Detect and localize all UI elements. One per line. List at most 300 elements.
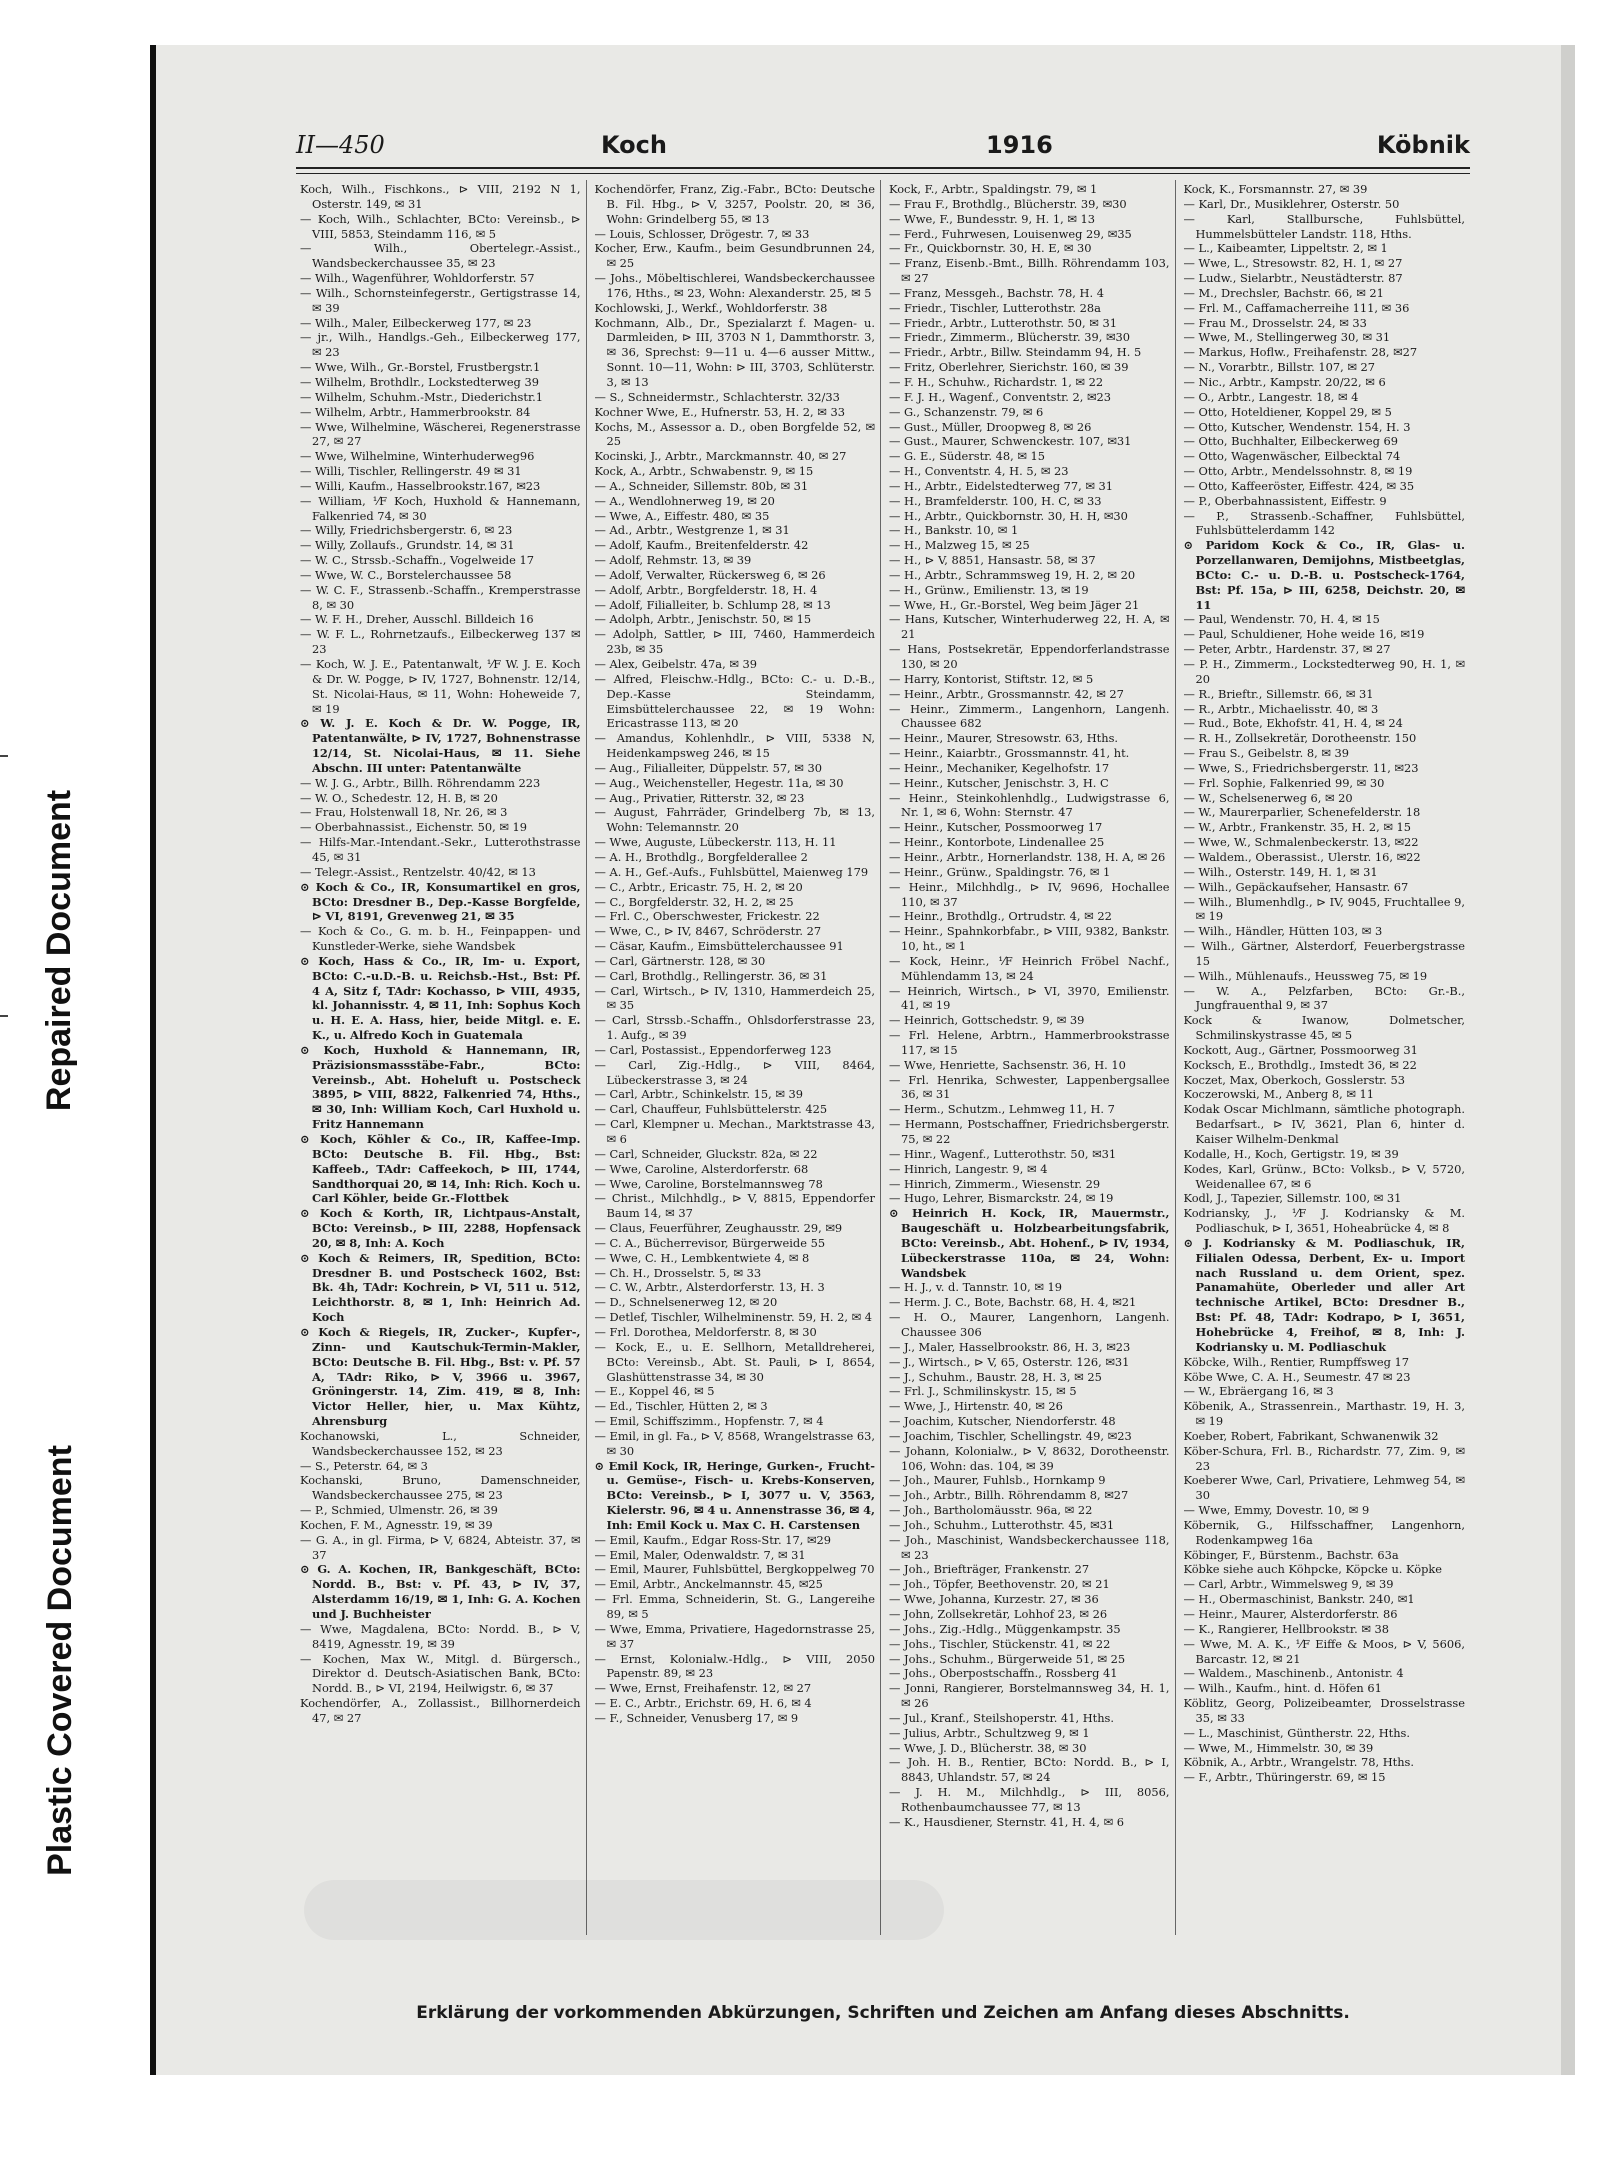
directory-entry: — Kock, E., u. E. Sellhorn, Metalldreherei, BCto: Vereinsb., Abt. St. Pauli, ⊳ I, 8654, Glashüttenstrasse 34, ✉ 30 xyxy=(594,1339,875,1384)
directory-entry: — Frau, Holstenwall 18, Nr. 26, ✉ 3 xyxy=(300,805,508,820)
directory-entry: — Waldem., Oberassist., Ulerstr. 16, ✉22 xyxy=(1183,849,1421,864)
directory-entry: — Frl. Dorothea, Meldorferstr. 8, ✉ 30 xyxy=(594,1324,817,1339)
directory-entry: — Joh., Arbtr., Billh. Röhrendamm 8, ✉27 xyxy=(889,1488,1129,1503)
directory-entry: — Frl. C., Oberschwester, Frickestr. 22 xyxy=(594,909,820,924)
directory-entry: Kock, F., Arbtr., Spaldingstr. 79, ✉ 1 xyxy=(889,182,1098,196)
directory-entry: — Johs., Möbeltischlerei, Wandsbeckerchaussee 176, Hths., ✉ 23, Wohn: Alexanderstr. 25, ✉ 5 xyxy=(594,271,875,300)
directory-entry: Kock & Iwanow, Dolmetscher, Schmilinskystrasse 45, ✉ 5 xyxy=(1183,1013,1465,1043)
directory-entry: — E. C., Arbtr., Erichstr. 69, H. 6, ✉ 4 xyxy=(594,1696,812,1711)
directory-entry: Köbnik, A., Arbtr., Wrangelstr. 78, Hths. xyxy=(1183,1755,1415,1770)
directory-entry: — Joachim, Kutscher, Niendorferstr. 48 xyxy=(889,1414,1116,1429)
directory-entry: — R. H., Zollsekretär, Dorotheenstr. 150 xyxy=(1183,731,1417,746)
directory-entry: — Carl, Arbtr., Wimmelsweg 9, ✉ 39 xyxy=(1183,1577,1394,1592)
directory-entry: — Carl, Strssb.-Schaffn., Ohlsdorferstrasse 23, 1. Aufg., ✉ 39 xyxy=(594,1013,875,1043)
directory-entry: Kodak Oscar Michlmann, sämtliche photograph. Bedarfsart., ⊳ IV, 3621, Plan 6, hinter d. Kaiser Wilhelm-Denkmal xyxy=(1183,1102,1465,1146)
directory-entry: Koczet, Max, Oberkoch, Gosslerstr. 53 xyxy=(1183,1072,1405,1087)
directory-entry: — Carl, Zig.-Hdlg., ⊳ VIII, 8464, Lübeckerstrasse 3, ✉ 24 xyxy=(594,1057,875,1087)
directory-entry: — Carl, Gärtnerstr. 128, ✉ 30 xyxy=(594,953,766,968)
directory-entry: — Wwe, Wilhelmine, Winterhuderweg96 xyxy=(300,449,535,464)
directory-entry: — Wwe, F., Bundesstr. 9, H. 1, ✉ 13 xyxy=(889,211,1096,226)
directory-entry: — G. A., in gl. Firma, ⊳ V, 6824, Abteistr. 37, ✉ 37 xyxy=(300,1532,581,1562)
directory-entry: — Wilh., Gepäckaufseher, Hansastr. 67 xyxy=(1183,879,1409,894)
directory-entry: — Johs., Tischler, Stückenstr. 41, ✉ 22 xyxy=(889,1636,1111,1651)
directory-entry: Kochendörfer, Franz, Zig.-Fabr., BCto: Deutsche B. Fil. Hbg., ⊳ V, 3257, Poolstr. 20, ✉ 36, Wohn: Grindelberg 55, ✉ 13 xyxy=(594,182,875,226)
directory-entry: — Wilh., Maler, Eilbeckerweg 177, ✉ 23 xyxy=(300,315,532,330)
directory-entry: — Wilh., Schornsteinfegerstr., Gertigstrasse 14, ✉ 39 xyxy=(300,285,581,315)
directory-entry: — Heinr., Maurer, Alsterdorferstr. 86 xyxy=(1183,1607,1398,1621)
directory-entry: Kochendörfer, A., Zollassist., Billhornerdeich 47, ✉ 27 xyxy=(300,1696,581,1725)
page-header xyxy=(296,131,1470,165)
directory-entry: — Heinr., Kontorbote, Lindenallee 25 xyxy=(889,835,1105,850)
directory-entry: — H., ⊳ V, 8851, Hansastr. 58, ✉ 37 xyxy=(889,553,1096,568)
directory-entry: — A. H., Gef.-Aufs., Fuhlsbüttel, Maienweg 179 xyxy=(594,864,869,879)
directory-entry: — Paul, Schuldiener, Hohe weide 16, ✉19 xyxy=(1183,627,1425,642)
directory-entry: Kochanski, Bruno, Damenschneider, Wandsbeckerchaussee 275, ✉ 23 xyxy=(300,1473,581,1503)
directory-entry: — Wilh., Osterstr. 149, H. 1, ✉ 31 xyxy=(1183,864,1378,879)
directory-entry: — Otto, Hoteldiener, Koppel 29, ✉ 5 xyxy=(1183,404,1392,419)
column-1 xyxy=(296,180,587,1935)
directory-entry: — Alex, Geibelstr. 47a, ✉ 39 xyxy=(594,657,757,671)
directory-entry: — Wwe, Wilhelmine, Wäscherei, Regenerstrasse 27, ✉ 27 xyxy=(300,419,581,449)
directory-entry: — W., Arbtr., Frankenstr. 35, H. 2, ✉ 15 xyxy=(1183,820,1412,835)
directory-entry: — Wwe, Johanna, Kurzestr. 27, ✉ 36 xyxy=(889,1592,1099,1607)
directory-entry: — Johs., Zig.-Hdlg., Müggenkampstr. 35 xyxy=(889,1621,1121,1636)
directory-entry: — Koch, W. J. E., Patentanwalt, ⅟F W. J. E. Koch & Dr. W. Pogge, ⊳ IV, 1727, Bohnenstr. 12/14, St. Nicolai-Haus, ✉ 11, Wohn: Hoheweide 7, ✉ 19 xyxy=(300,657,581,716)
directory-entry: — J. H. M., Milchhdlg., ⊳ III, 8056, Rothenbaumchaussee 77, ✉ 13 xyxy=(889,1785,1170,1814)
directory-entry: — S., Peterstr. 64, ✉ 3 xyxy=(300,1458,428,1473)
directory-entry: ⊙ Emil Kock, IR, Heringe, Gurken-, Frucht- u. Gemüse-, Fisch- u. Krebs-Konserven, BCto: Vereinsb., ⊳ I, 3077 u. V, 3563, Kielerstr. 96, ✉ 4 u. Annenstrasse 36, ✉ 4, Inh: Emil Kock u. Max C. H. Carstensen xyxy=(594,1458,875,1532)
directory-entry: — Willy, Friedrichsbergerstr. 6, ✉ 23 xyxy=(300,523,513,538)
directory-entry: Kodriansky, J., ⅟F J. Kodriansky & M. Podliaschuk, ⊳ I, 3651, Hoheabrücke 4, ✉ 8 xyxy=(1183,1206,1465,1236)
directory-entry: — Heinrich, Gottschedstr. 9, ✉ 39 xyxy=(889,1013,1085,1028)
directory-entry: — Heinr., Kutscher, Possmoorweg 17 xyxy=(889,820,1103,835)
directory-entry: — John, Zollsekretär, Lohhof 23, ✉ 26 xyxy=(889,1607,1108,1621)
directory-entry: Köbenik, A., Strassenrein., Marthastr. 19, H. 3, ✉ 19 xyxy=(1183,1399,1465,1429)
directory-entry: — Otto, Wagenwäscher, Eilbecktal 74 xyxy=(1183,449,1401,464)
directory-entry: — Wwe, Wilh., Gr.-Borstel, Frustbergstr.1 xyxy=(300,360,541,375)
directory-entry: ⊙ Koch & Riegels, IR, Zucker-, Kupfer-, Zinn- und Kautschuk-Termin-Makler, BCto: Deutsche B. Fil. Hbg., Bst: v. Pf. 57 A, TAdr: Riko, ⊳ V, 3966 u. 3967, Gröningerstr. 14, Zim. 419, ✉ 8, Inh: Victor Heller, hier, u. Max Kühtz, Ahrensburg xyxy=(300,1324,581,1429)
directory-entry: — Hinr., Wagenf., Lutterothstr. 50, ✉31 xyxy=(889,1146,1117,1161)
directory-entry: — Friedr., Arbtr., Billw. Steindamm 94, H. 5 xyxy=(889,345,1142,360)
directory-entry: — Wwe, J. D., Blücherstr. 38, ✉ 30 xyxy=(889,1740,1087,1755)
directory-entry: — H., Obermaschinist, Bankstr. 240, ✉1 xyxy=(1183,1592,1415,1607)
directory-entry: Köbernik, G., Hilfsschaffner, Langenhorn, Rodenkampweg 16a xyxy=(1183,1517,1465,1547)
directory-entry: — Frl. Emma, Schneiderin, St. G., Langereihe 89, ✉ 5 xyxy=(594,1592,875,1621)
directory-entry: — Heinr., Grünw., Spaldingstr. 76, ✉ 1 xyxy=(889,864,1111,879)
directory-entry: — H., Grünw., Emilienstr. 13, ✉ 19 xyxy=(889,582,1089,597)
directory-entry: — Wilh., Obertelegr.-Assist., Wandsbeckerchaussee 35, ✉ 23 xyxy=(300,241,581,271)
directory-entry: — K., Rangierer, Hellbrookstr. ✉ 38 xyxy=(1183,1621,1389,1636)
directory-entry: Köbinger, F., Bürstenm., Bachstr. 63a xyxy=(1183,1547,1399,1562)
directory-entry: — M., Drechsler, Bachstr. 66, ✉ 21 xyxy=(1183,285,1384,300)
directory-entry: — J., Schuhm., Baustr. 28, H. 3, ✉ 25 xyxy=(889,1369,1102,1384)
directory-entry: — Fr., Quickbornstr. 30, H. E, ✉ 30 xyxy=(889,241,1092,256)
directory-entry: — Christ., Milchhdlg., ⊳ V, 8815, Eppendorfer Baum 14, ✉ 37 xyxy=(594,1191,875,1221)
directory-entry: — P. H., Zimmerm., Lockstedterweg 90, H. 1, ✉ 20 xyxy=(1183,657,1465,686)
directory-entry: — Joh., Schuhm., Lutterothstr. 45, ✉31 xyxy=(889,1517,1115,1532)
directory-entry: Koch, Wilh., Fischkons., ⊳ VIII, 2192 N 1, Osterstr. 149, ✉ 31 xyxy=(300,182,581,211)
directory-entry: — Heinrich, Wirtsch., ⊳ VI, 3970, Emilienstr. 41, ✉ 19 xyxy=(889,983,1170,1013)
directory-entry: — Wilhelm, Brothdlr., Lockstedterweg 39 xyxy=(300,374,539,389)
page-edge xyxy=(1561,45,1575,2075)
directory-entry: Kochner Wwe, E., Hufnerstr. 53, H. 2, ✉ 33 xyxy=(594,404,845,419)
directory-entry: — Wwe, Auguste, Lübeckerstr. 113, H. 11 xyxy=(594,835,837,850)
directory-entry: — Carl, Chauffeur, Fuhlsbüttelerstr. 425 xyxy=(594,1102,828,1117)
directory-entry: — Markus, Hoflw., Freihafenstr. 28, ✉27 xyxy=(1183,345,1418,360)
directory-entry: — H., Bankstr. 10, ✉ 1 xyxy=(889,523,1019,538)
directory-entry: ⊙ Koch, Köhler & Co., IR, Kaffee-Imp. BCto: Deutsche B. Fil. Hbg., Bst: Kaffeeb., TAdr: Caffeekoch, ⊳ III, 1744, Sandthorquai 20, ✉ 14, Inh: Rich. Koch u. Carl Köhler, beide Gr.-Flottbek xyxy=(300,1132,581,1206)
directory-entry: — A., Wendlohnerweg 19, ✉ 20 xyxy=(594,493,775,508)
directory-entry: Köber-Schura, Frl. B., Richardstr. 77, Zim. 9, ✉ 23 xyxy=(1183,1443,1465,1473)
directory-entry: — Ch. H., Drosselstr. 5, ✉ 33 xyxy=(594,1265,762,1280)
directory-entry: ⊙ Koch & Korth, IR, Lichtpaus-Anstalt, BCto: Vereinsb., ⊳ III, 2288, Hopfensack 20, ✉ 8, Inh: A. Koch xyxy=(300,1206,581,1250)
directory-entry: ⊙ W. J. E. Koch & Dr. W. Pogge, IR, Patentanwälte, ⊳ IV, 1727, Bohnenstrasse 12/14, St. Nicolai-Haus, ✉ 11. Siehe Abschn. III unter: Patentanwälte xyxy=(300,716,581,775)
directory-entry: — Heinr., Maurer, Stresowstr. 63, Hths. xyxy=(889,731,1119,746)
directory-entry: — Joh., Briefträger, Frankenstr. 27 xyxy=(889,1562,1090,1577)
directory-entry: — Adolf, Rehmstr. 13, ✉ 39 xyxy=(594,553,752,568)
directory-entry: — Adolf, Arbtr., Borgfelderstr. 18, H. 4 xyxy=(594,582,818,597)
directory-entry: — Amandus, Kohlenhdlr., ⊳ VIII, 5338 N, Heidenkampsweg 246, ✉ 15 xyxy=(594,731,875,761)
directory-entry: — C., Arbtr., Ericastr. 75, H. 2, ✉ 20 xyxy=(594,879,803,894)
directory-entry: Kocinski, J., Arbtr., Marckmannstr. 40, ✉ 27 xyxy=(594,449,847,464)
directory-entry: — H., Arbtr., Quickbornstr. 30, H. H, ✉30 xyxy=(889,508,1128,523)
directory-entry: — Frau M., Drosselstr. 24, ✉ 33 xyxy=(1183,315,1367,330)
plastic-covered-document-label xyxy=(0,1380,120,1940)
directory-entry: — Wwe, M., Stellingerweg 30, ✉ 31 xyxy=(1183,330,1391,345)
directory-entry: Kock, A., Arbtr., Schwabenstr. 9, ✉ 15 xyxy=(594,464,814,479)
paper-stain xyxy=(304,1880,944,1940)
directory-entry: — Hinrich, Zimmerm., Wiesenstr. 29 xyxy=(889,1176,1101,1191)
directory-entry: — Heinr., Steinkohlenhdlg., Ludwigstrasse 6, Nr. 1, ✉ 6, Wohn: Sternstr. 47 xyxy=(889,790,1170,820)
directory-entry: — Wilh., Blumenhdlg., ⊳ IV, 9045, Fruchtallee 9, ✉ 19 xyxy=(1183,894,1465,924)
column-3 xyxy=(885,180,1176,1935)
directory-entry: — W. C., Strssb.-Schaffn., Vogelweide 17 xyxy=(300,553,535,568)
directory-entry: — Nic., Arbtr., Kampstr. 20/22, ✉ 6 xyxy=(1183,374,1386,389)
directory-entry: — Wwe, Caroline, Alsterdorferstr. 68 xyxy=(594,1161,809,1176)
directory-entry: — Friedr., Arbtr., Lutterothstr. 50, ✉ 31 xyxy=(889,315,1117,330)
directory-entry: — Wwe, H., Gr.-Borstel, Weg beim Jäger 21 xyxy=(889,597,1140,612)
directory-entry: — Carl, Arbtr., Schinkelstr. 15, ✉ 39 xyxy=(594,1087,803,1102)
directory-entry: — C., Borgfelderstr. 32, H. 2, ✉ 25 xyxy=(594,894,794,909)
directory-entry: — Franz, Messgeh., Bachstr. 78, H. 4 xyxy=(889,285,1104,300)
directory-entry: — Hans, Postsekretär, Eppendorferlandstrasse 130, ✉ 20 xyxy=(889,642,1170,671)
directory-entry: — L., Kaibeamter, Lippeltstr. 2, ✉ 1 xyxy=(1183,241,1388,256)
directory-entry: — C. A., Bücherrevisor, Bürgerweide 55 xyxy=(594,1235,826,1250)
directory-entry: — Frl. Henrika, Schwester, Lappenbergsallee 36, ✉ 31 xyxy=(889,1072,1170,1102)
directory-entry: — Carl, Wirtsch., ⊳ IV, 1310, Hammerdeich 25, ✉ 35 xyxy=(594,983,875,1013)
directory-entry: — Oberbahnassist., Eichenstr. 50, ✉ 19 xyxy=(300,820,527,835)
directory-entry: — P., Strassenb.-Schaffner, Fuhlsbüttel, Fuhlsbüttelerdamm 142 xyxy=(1183,508,1465,538)
directory-entry: — Wilhelm, Arbtr., Hammerbrookstr. 84 xyxy=(300,404,531,419)
directory-entry: — Gust., Müller, Droopweg 8, ✉ 26 xyxy=(889,419,1092,434)
directory-entry: — Ad., Arbtr., Westgrenze 1, ✉ 31 xyxy=(594,523,790,538)
directory-entry: — Otto, Arbtr., Mendelssohnstr. 8, ✉ 19 xyxy=(1183,464,1413,479)
directory-entry: — Wilh., Händler, Hütten 103, ✉ 3 xyxy=(1183,924,1383,939)
directory-entry: — Joh., Töpfer, Beethovenstr. 20, ✉ 21 xyxy=(889,1577,1110,1592)
directory-entry: — Aug., Privatier, Ritterstr. 32, ✉ 23 xyxy=(594,790,805,805)
directory-entry: — Julius, Arbtr., Schultzweg 9, ✉ 1 xyxy=(889,1725,1090,1740)
directory-entry: — Cäsar, Kaufm., Eimsbüttelerchaussee 91 xyxy=(594,939,844,954)
directory-entry: — R., Arbtr., Michaelisstr. 40, ✉ 3 xyxy=(1183,701,1379,716)
directory-entry: — W. J. G., Arbtr., Billh. Röhrendamm 223 xyxy=(300,775,541,790)
directory-entry: — Adolf, Kaufm., Breitenfelderstr. 42 xyxy=(594,538,809,553)
directory-entry: — Joh., Maschinist, Wandsbeckerchaussee 118, ✉ 23 xyxy=(889,1532,1170,1562)
directory-columns xyxy=(296,180,1470,1935)
directory-entry: — Wwe, Emma, Privatiere, Hagedornstrasse 25, ✉ 37 xyxy=(594,1621,875,1651)
directory-entry: — J., Maler, Hasselbrookstr. 86, H. 3, ✉23 xyxy=(889,1339,1131,1354)
directory-entry: — Jul., Kranf., Steilshoperstr. 41, Hths. xyxy=(889,1710,1115,1725)
directory-entry: — Willy, Zollaufs., Grundstr. 14, ✉ 31 xyxy=(300,538,515,553)
directory-entry: — Ferd., Fuhrwesen, Louisenweg 29, ✉35 xyxy=(889,226,1132,241)
directory-entry: — Claus, Feuerführer, Zeughausstr. 29, ✉9 xyxy=(594,1221,843,1236)
directory-entry: — Wwe, C., ⊳ IV, 8467, Schröderstr. 27 xyxy=(594,924,822,939)
directory-entry: — Otto, Kutscher, Wendenstr. 154, H. 3 xyxy=(1183,419,1411,434)
directory-entry: — Carl, Postassist., Eppendorferweg 123 xyxy=(594,1042,832,1057)
directory-entry: — Heinr., Arbtr., Hornerlandstr. 138, H. A, ✉ 26 xyxy=(889,849,1166,864)
directory-entry: — Otto, Buchhalter, Eilbeckerweg 69 xyxy=(1183,434,1399,449)
directory-entry: — August, Fahrräder, Grindelberg 7b, ✉ 13, Wohn: Telemannstr. 20 xyxy=(594,805,875,835)
directory-entry: ⊙ Koch, Huxhold & Hannemann, IR, Präzisionsmassstäbe-Fabr., BCto: Vereinsb., Abt. Hoheluft u. Postscheck 3895, ⊳ VIII, 8822, Falkenried 74, Hths., ✉ 30, Inh: William Koch, Carl Huxhold u. Fritz Hannemann xyxy=(300,1042,581,1132)
directory-entry: Koeber, Robert, Fabrikant, Schwanenwik 32 xyxy=(1183,1428,1439,1443)
directory-entry: — Joachim, Tischler, Schellingstr. 49, ✉23 xyxy=(889,1428,1132,1443)
directory-entry: — Frl. M., Caffamacherreihe 111, ✉ 36 xyxy=(1183,300,1410,315)
directory-entry: — Waldem., Maschinenb., Antonistr. 4 xyxy=(1183,1666,1404,1681)
directory-entry: — Wwe, L., Stresowstr. 82, H. 1, ✉ 27 xyxy=(1183,256,1403,271)
directory-entry: — Wilh., Kaufm., hint. d. Höfen 61 xyxy=(1183,1681,1382,1696)
directory-entry: — H., Malzweg 15, ✉ 25 xyxy=(889,538,1030,553)
directory-entry: — G. E., Süderstr. 48, ✉ 15 xyxy=(889,449,1045,464)
header-left-word: Koch xyxy=(601,131,667,159)
header-year: 1916 xyxy=(986,131,1053,159)
directory-entry: — K., Hausdiener, Sternstr. 41, H. 4, ✉ 6 xyxy=(889,1814,1125,1829)
directory-entry: — Wwe, C. H., Lembkentwiete 4, ✉ 8 xyxy=(594,1250,810,1265)
directory-entry: — Wwe, Caroline, Borstelmannsweg 78 xyxy=(594,1176,823,1191)
directory-entry: — Frl. Helene, Arbtrn., Hammerbrookstrasse 117, ✉ 15 xyxy=(889,1028,1170,1057)
directory-entry: Kocher, Erw., Kaufm., beim Gesundbrunnen 24, ✉ 25 xyxy=(594,241,875,271)
directory-entry: — Wilh., Wagenführer, Wohldorferstr. 57 xyxy=(300,271,535,286)
directory-entry: — C. W., Arbtr., Alsterdorferstr. 13, H. 3 xyxy=(594,1280,825,1295)
directory-entry: — Emil, Maler, Odenwaldstr. 7, ✉ 31 xyxy=(594,1547,806,1562)
directory-entry: — Ludw., Sielarbtr., Neustädterstr. 87 xyxy=(1183,271,1403,286)
directory-entry: Kochen, F. M., Agnesstr. 19, ✉ 39 xyxy=(300,1517,493,1532)
repaired-document-label xyxy=(0,700,120,1200)
directory-entry: — Wwe, S., Friedrichsbergerstr. 11, ✉23 xyxy=(1183,760,1419,775)
directory-entry: — P., Schmied, Ulmenstr. 26, ✉ 39 xyxy=(300,1503,498,1518)
directory-entry: — Adolph, Sattler, ⊳ III, 7460, Hammerdeich 23b, ✉ 35 xyxy=(594,627,875,657)
directory-entry: — D., Schnelsenerweg 12, ✉ 20 xyxy=(594,1295,778,1310)
directory-entry: — W. O., Schedestr. 12, H. B, ✉ 20 xyxy=(300,790,498,805)
directory-entry: — Emil, Schiffszimm., Hopfenstr. 7, ✉ 4 xyxy=(594,1414,824,1429)
directory-entry: — Friedr., Zimmerm., Blücherstr. 39, ✉30 xyxy=(889,330,1130,345)
directory-entry: — Carl, Brothdlg., Rellingerstr. 36, ✉ 31 xyxy=(594,968,828,983)
directory-entry: — P., Oberbahnassistent, Eiffestr. 9 xyxy=(1183,493,1387,508)
directory-entry: Kodes, Karl, Grünw., BCto: Volksb., ⊳ V, 5720, Weidenallee 67, ✉ 6 xyxy=(1183,1161,1465,1191)
directory-page xyxy=(150,45,1575,2075)
directory-entry: — Kochen, Max W., Mitgl. d. Bürgersch., Direktor d. Deutsch-Asiatischen Bank, BCto: Nordd. B., ⊳ VI, 2194, Heilwigstr. 6, ✉ 37 xyxy=(300,1651,581,1696)
directory-entry: — Emil, in gl. Fa., ⊳ V, 8568, Wrangelstrasse 63, ✉ 30 xyxy=(594,1428,875,1458)
directory-entry: — F. H., Schuhw., Richardstr. 1, ✉ 22 xyxy=(889,374,1104,389)
directory-entry: — Joh., Maurer, Fuhlsb., Hornkamp 9 xyxy=(889,1473,1106,1488)
directory-entry: Köbke siehe auch Köhpcke, Köpcke u. Köpke xyxy=(1183,1562,1443,1577)
directory-entry: — Fritz, Oberlehrer, Sierichstr. 160, ✉ 39 xyxy=(889,360,1129,375)
directory-entry: — W., Ebräergang 16, ✉ 3 xyxy=(1183,1384,1334,1399)
directory-entry: Kochs, M., Assessor a. D., oben Borgfelde 52, ✉ 25 xyxy=(594,419,875,449)
directory-entry: — William, ⅟F Koch, Huxhold & Hannemann, Falkenried 74, ✉ 30 xyxy=(300,493,581,523)
directory-entry: — F. J. H., Wagenf., Conventstr. 2, ✉23 xyxy=(889,389,1112,404)
directory-entry: — H., Arbtr., Schrammsweg 19, H. 2, ✉ 20 xyxy=(889,567,1136,582)
directory-entry: — Wilh., Gärtner, Alsterdorf, Feuerbergstrasse 15 xyxy=(1183,939,1465,968)
directory-entry: — jr., Wilh., Handlgs.-Geh., Eilbeckerweg 177, ✉ 23 xyxy=(300,330,581,360)
directory-entry: — Karl, Stallbursche, Fuhlsbüttel, Hummelsbütteler Landstr. 118, Hths. xyxy=(1183,211,1465,241)
directory-entry: — L., Maschinist, Güntherstr. 22, Hths. xyxy=(1183,1725,1411,1740)
directory-entry: — Heinr., Zimmerm., Langenhorn, Langenh. Chaussee 682 xyxy=(889,701,1170,731)
directory-entry: — H., Bramfelderstr. 100, H. C, ✉ 33 xyxy=(889,493,1102,508)
directory-entry: — Aug., Weichensteller, Hegestr. 11a, ✉ 30 xyxy=(594,775,844,790)
directory-entry: — Wwe, W., Schmalenbeckerstr. 13, ✉22 xyxy=(1183,835,1419,850)
directory-entry: — Heinr., Arbtr., Grossmannstr. 42, ✉ 27 xyxy=(889,686,1124,701)
directory-entry: — Kock, Heinr., ⅟F Heinrich Fröbel Nachf., Mühlendamm 13, ✉ 24 xyxy=(889,953,1170,983)
directory-entry: — Wwe, Emmy, Dovestr. 10, ✉ 9 xyxy=(1183,1503,1370,1518)
directory-entry: — Ed., Tischler, Hütten 2, ✉ 3 xyxy=(594,1399,768,1414)
directory-entry: ⊙ Koch & Co., IR, Konsumartikel en gros, BCto: Dresdner B., Dep.-Kasse Borgfelde, ⊳ VI, 8191, Grevenweg 21, ✉ 35 xyxy=(300,879,581,924)
directory-entry: — Telegr.-Assist., Rentzelstr. 40/42, ✉ 13 xyxy=(300,864,536,879)
directory-entry: — Emil, Maurer, Fuhlsbüttel, Bergkoppelweg 70 xyxy=(594,1562,875,1577)
directory-entry: — Adolf, Verwalter, Rückersweg 6, ✉ 26 xyxy=(594,567,826,582)
directory-entry: — H., Conventstr. 4, H. 5, ✉ 23 xyxy=(889,464,1069,479)
directory-entry: — Aug., Filialleiter, Düppelstr. 57, ✉ 30 xyxy=(594,760,822,775)
directory-entry: — Wwe, W. C., Borstelerchaussee 58 xyxy=(300,567,512,582)
directory-entry: — W. C. F., Strassenb.-Schaffn., Kremperstrasse 8, ✉ 30 xyxy=(300,582,581,612)
directory-entry: — Friedr., Tischler, Lutterothstr. 28a xyxy=(889,300,1101,315)
directory-entry: — Frl. Sophie, Falkenried 99, ✉ 30 xyxy=(1183,775,1385,790)
directory-entry: — Wwe, Henriette, Sachsenstr. 36, H. 10 xyxy=(889,1057,1126,1072)
directory-entry: ⊙ Paridom Kock & Co., IR, Glas- u. Porzellanwaren, Demijohns, Mistbeetglas, BCto: C.- u. D.-B. u. Postscheck-1764, Bst: Pf. 15a, ⊳ III, 6258, Deichstr. 20, ✉ 11 xyxy=(1183,538,1465,612)
directory-entry: — Johs., Schuhm., Bürgerweide 51, ✉ 25 xyxy=(889,1651,1126,1666)
directory-entry: — N., Vorarbtr., Billstr. 107, ✉ 27 xyxy=(1183,360,1376,375)
directory-entry: Köbcke, Wilh., Rentier, Rumpffsweg 17 xyxy=(1183,1354,1409,1369)
directory-entry: ⊙ Heinrich H. Kock, IR, Mauermstr., Baugeschäft u. Holzbearbeitungsfabrik, BCto: Vereinsb., Abt. Hohenf., ⊳ IV, 1934, Lübeckerstrasse 110a, ✉ 24, Wohn: Wandsbek xyxy=(889,1206,1170,1280)
directory-entry: — Paul, Wendenstr. 70, H. 4, ✉ 15 xyxy=(1183,612,1380,627)
header-right-word: Köbnik xyxy=(1376,131,1470,159)
directory-entry: — Hilfs-Mar.-Intendant.-Sekr., Lutterothstrasse 45, ✉ 31 xyxy=(300,835,581,864)
directory-entry: — Harry, Kontorist, Stiftstr. 12, ✉ 5 xyxy=(889,671,1094,686)
directory-entry: — Wilhelm, Schuhm.-Mstr., Diederichstr.1 xyxy=(300,389,544,404)
directory-entry: — Heinr., Brothdlg., Ortrudstr. 4, ✉ 22 xyxy=(889,909,1112,924)
directory-entry: — O., Arbtr., Langestr. 18, ✉ 4 xyxy=(1183,389,1359,404)
directory-entry: — H., Arbtr., Eidelstedterweg 77, ✉ 31 xyxy=(889,478,1114,493)
directory-entry: — Wwe, Magdalena, BCto: Nordd. B., ⊳ V, 8419, Agnesstr. 19, ✉ 39 xyxy=(300,1621,581,1651)
directory-entry: — Heinr., Milchhdlg., ⊳ IV, 9696, Hochallee 110, ✉ 37 xyxy=(889,879,1170,909)
directory-entry: — R., Brieftr., Sillemstr. 66, ✉ 31 xyxy=(1183,686,1374,701)
repaired-document-text: Repaired Document xyxy=(40,789,79,1111)
directory-entry: — Heinr., Spahnkorbfabr., ⊳ VIII, 9382, Bankstr. 10, ht., ✉ 1 xyxy=(889,924,1170,954)
directory-entry: — Adolf, Filialleiter, b. Schlump 28, ✉ 13 xyxy=(594,597,831,612)
directory-entry: — Karl, Dr., Musiklehrer, Osterstr. 50 xyxy=(1183,196,1400,211)
directory-entry: Köbe Wwe, C. A. H., Seumestr. 47 ✉ 23 xyxy=(1183,1369,1411,1384)
directory-entry: — Otto, Kaffeeröster, Eiffestr. 424, ✉ 35 xyxy=(1183,478,1415,493)
directory-entry: ⊙ Koch, Hass & Co., IR, Im- u. Export, BCto: C.-u.D.-B. u. Reichsb.-Hst., Bst: Pf. 4 A, Sitz f, TAdr: Kochasso, ⊳ VIII, 4935, kl. Johannisstr. 4, ✉ 11, Inh: Sophus Koch u. H. E. A. Hass, hier, beide Mitgl. e. E. K., u. Alfredo Koch in Guatemala xyxy=(300,953,581,1043)
directory-entry: — Wwe, A., Eiffestr. 480, ✉ 35 xyxy=(594,508,770,523)
directory-entry: — Herm. J. C., Bote, Bachstr. 68, H. 4, ✉21 xyxy=(889,1295,1137,1310)
directory-entry: Kock, K., Forsmannstr. 27, ✉ 39 xyxy=(1183,182,1368,196)
directory-entry: — Heinr., Kaiarbtr., Grossmannstr. 41, ht. xyxy=(889,746,1130,761)
directory-entry: — Adolph, Arbtr., Jenischstr. 50, ✉ 15 xyxy=(594,612,812,627)
directory-entry: ⊙ Koch & Reimers, IR, Spedition, BCto: Dresdner B. und Postscheck 1602, Bst: Bk. 4h, TAdr: Kochrein, ⊳ VI, 511 u. 512, Leichthorstr. 8, ✉ 1, Inh: Heinrich Ad. Koch xyxy=(300,1250,581,1325)
directory-entry: — Willi, Tischler, Rellingerstr. 49 ✉ 31 xyxy=(300,464,522,479)
footer-note: Erklärung der vorkommenden Abkürzungen, Schriften und Zeichen am Anfang dieses Abschnitts. xyxy=(416,2003,1350,2023)
directory-entry: Kodalle, H., Koch, Gertigstr. 19, ✉ 39 xyxy=(1183,1146,1399,1161)
directory-entry: Koczerowski, M., Anberg 8, ✉ 11 xyxy=(1183,1087,1374,1102)
directory-entry: — F., Arbtr., Thüringerstr. 69, ✉ 15 xyxy=(1183,1770,1386,1785)
directory-entry: ⊙ J. Kodriansky & M. Podliaschuk, IR, Filialen Odessa, Derbent, Ex- u. Import nach Russland u. dem Orient, spez. Panamahüte, Oberleder und aller Art technische Artikel, BCto: Dresdner B., Bst: Pf. 48, TAdr: Kodrapo, ⊳ I, 3651, Hohebrücke 4, Freihof, ✉ 8, Inh: J. Kodriansky u. M. Podliaschuk xyxy=(1183,1235,1465,1354)
directory-entry: Kodl, J., Tapezier, Sillemstr. 100, ✉ 31 xyxy=(1183,1191,1402,1206)
directory-entry: — Frau S., Geibelstr. 8, ✉ 39 xyxy=(1183,746,1350,761)
directory-entry: — Peter, Arbtr., Hardenstr. 37, ✉ 27 xyxy=(1183,642,1391,657)
directory-entry: — Johs., Oberpostschaffn., Rossberg 41 xyxy=(889,1666,1118,1681)
directory-entry: — A., Schneider, Sillemstr. 80b, ✉ 31 xyxy=(594,478,809,493)
page-number: II—450 xyxy=(296,131,385,159)
directory-entry: Kochanowski, L., Schneider, Wandsbeckerchaussee 152, ✉ 23 xyxy=(300,1428,581,1458)
directory-entry: — E., Koppel 46, ✉ 5 xyxy=(594,1384,715,1399)
directory-entry: — W. F. H., Dreher, Ausschl. Billdeich 16 xyxy=(300,612,534,627)
directory-entry: — Joh. H. B., Rentier, BCto: Nordd. B., ⊳ I, 8843, Uhlandstr. 57, ✉ 24 xyxy=(889,1755,1170,1785)
directory-entry: — Hinrich, Langestr. 9, ✉ 4 xyxy=(889,1161,1048,1176)
directory-entry: — Hans, Kutscher, Winterhuderweg 22, H. A, ✉ 21 xyxy=(889,612,1170,642)
directory-entry: — Koch, Wilh., Schlachter, BCto: Vereinsb., ⊳ VIII, 5853, Steindamm 116, ✉ 5 xyxy=(300,211,581,241)
directory-entry: Kochmann, Alb., Dr., Spezialarzt f. Magen- u. Darmleiden, ⊳ III, 3703 N 1, Dammthorstr. 3, ✉ 36, Sprechst: 9—11 u. 4—6 ausser Mittw., Sonnt. 10—11, Wohn: ⊳ III, 3703, Schlüterstr. 3, ✉ 13 xyxy=(594,315,875,389)
directory-entry: Koeberer Wwe, Carl, Privatiere, Lehmweg 54, ✉ 30 xyxy=(1183,1473,1465,1503)
directory-entry: — Frl. J., Schmilinskystr. 15, ✉ 5 xyxy=(889,1384,1077,1399)
directory-entry: — Ernst, Kolonialw.-Hdlg., ⊳ VIII, 2050 Papenstr. 89, ✉ 23 xyxy=(594,1651,875,1681)
directory-entry: — H. J., v. d. Tannstr. 10, ✉ 19 xyxy=(889,1280,1063,1295)
directory-entry: — Heinr., Mechaniker, Kegelhofstr. 17 xyxy=(889,760,1110,775)
directory-entry: — W. F. L., Rohrnetzaufs., Eilbeckerweg 137 ✉ 23 xyxy=(300,627,581,657)
directory-entry: Kochlowski, J., Werkf., Wohldorferstr. 38 xyxy=(594,300,828,315)
directory-entry: — Wwe, M., Himmelstr. 30, ✉ 39 xyxy=(1183,1740,1374,1755)
directory-entry: — Hugo, Lehrer, Bismarckstr. 24, ✉ 19 xyxy=(889,1191,1114,1206)
directory-entry: — S., Schneidermstr., Schlachterstr. 32/33 xyxy=(594,389,840,404)
header-rule-thin xyxy=(296,173,1470,174)
directory-entry: — W., Schelsenerweg 6, ✉ 20 xyxy=(1183,790,1353,805)
directory-entry: — Herm., Schutzm., Lehmweg 11, H. 7 xyxy=(889,1102,1115,1117)
directory-entry: — Wwe, M. A. K., ⅟F Eiffe & Moos, ⊳ V, 5606, Barcastr. 12, ✉ 21 xyxy=(1183,1636,1465,1666)
directory-entry: — Carl, Klempner u. Mechan., Marktstrasse 43, ✉ 6 xyxy=(594,1117,875,1146)
directory-entry: — W. A., Pelzfarben, BCto: Gr.-B., Jungfrauenthal 9, ✉ 37 xyxy=(1183,983,1465,1013)
column-4 xyxy=(1180,180,1471,1935)
directory-entry: Köblitz, Georg, Polizeibeamter, Drosselstrasse 35, ✉ 33 xyxy=(1183,1696,1465,1725)
directory-entry: — Koch & Co., G. m. b. H., Feinpappen- und Kunstleder-Werke, siehe Wandsbek xyxy=(300,924,581,954)
directory-entry: — Alfred, Fleischw.-Hdlg., BCto: C.- u. D.-B., Dep.-Kasse Steindamm, Eimsbüttelerchaussee 22, ✉ 19 Wohn: Ericastrasse 113, ✉ 20 xyxy=(594,671,875,731)
directory-entry: — Gust., Maurer, Schwenckestr. 107, ✉31 xyxy=(889,434,1132,449)
directory-entry: — Johann, Kolonialw., ⊳ V, 8632, Dorotheenstr. 106, Wohn: das. 104, ✉ 39 xyxy=(889,1443,1170,1473)
directory-entry: — Joh., Bartholomäusstr. 96a, ✉ 22 xyxy=(889,1503,1093,1518)
header-rule xyxy=(296,167,1470,169)
directory-entry: — Franz, Eisenb.-Bmt., Billh. Röhrendamm 103, ✉ 27 xyxy=(889,256,1170,286)
directory-entry: — Rud., Bote, Ekhofstr. 41, H. 4, ✉ 24 xyxy=(1183,716,1403,731)
plastic-covered-document-text: Plastic Covered Document xyxy=(40,1444,79,1876)
directory-entry: ⊙ G. A. Kochen, IR, Bankgeschäft, BCto: Nordd. B., Bst: v. Pf. 43, ⊳ IV, 37, Alsterdamm 16/19, ✉ 1, Inh: G. A. Kochen und J. Buchheister xyxy=(300,1562,581,1621)
directory-entry: — G., Schanzenstr. 79, ✉ 6 xyxy=(889,404,1044,419)
directory-entry: — A. H., Brothdlg., Borgfelderallee 2 xyxy=(594,849,808,864)
directory-entry: — Carl, Schneider, Gluckstr. 82a, ✉ 22 xyxy=(594,1146,818,1161)
directory-entry: — Louis, Schlosser, Drögestr. 7, ✉ 33 xyxy=(594,226,810,241)
directory-entry: — Willi, Kaufm., Hasselbrookstr.167, ✉23 xyxy=(300,478,541,493)
column-2 xyxy=(591,180,882,1935)
directory-entry: — Frau F., Brothdlg., Blücherstr. 39, ✉30 xyxy=(889,196,1127,211)
directory-entry: — Detlef, Tischler, Wilhelminenstr. 59, H. 2, ✉ 4 xyxy=(594,1310,873,1325)
directory-entry: — Wilh., Mühlenaufs., Heussweg 75, ✉ 19 xyxy=(1183,968,1428,983)
directory-entry: — J., Wirtsch., ⊳ V, 65, Osterstr. 126, ✉31 xyxy=(889,1354,1130,1369)
